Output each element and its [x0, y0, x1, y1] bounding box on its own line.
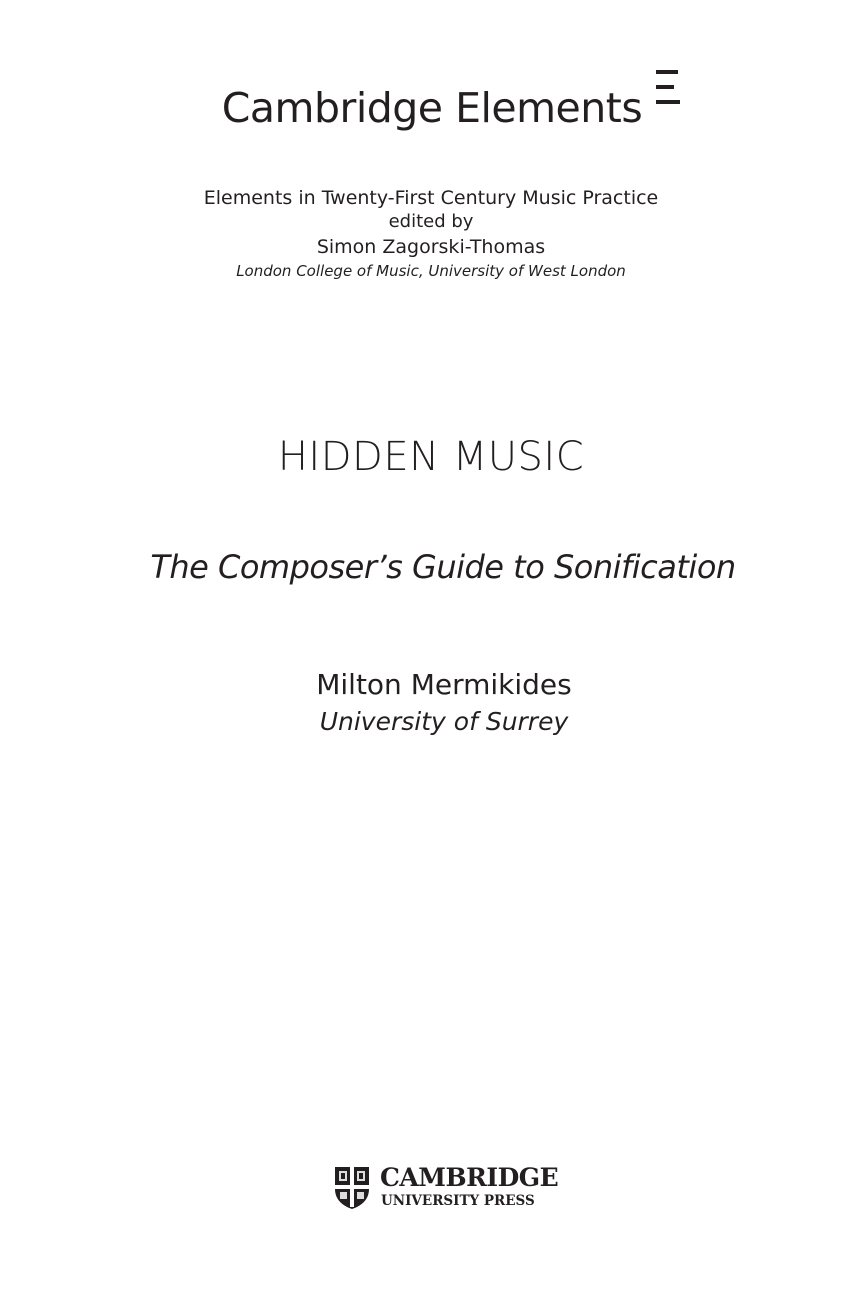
- brand-title: Cambridge Elements: [221, 84, 643, 132]
- edited-by-label: edited by: [388, 211, 474, 232]
- series-info: [0, 186, 862, 281]
- book-subtitle: The Composer’s Guide to Sonification: [150, 548, 736, 586]
- brand-lockup: [222, 84, 680, 132]
- book-title: HIDDEN MUSIC: [277, 434, 585, 480]
- elements-mark-icon: [656, 70, 680, 106]
- series-editor-affiliation: London College of Music, University of West London: [236, 262, 626, 280]
- publisher-subname: UNIVERSITY PRESS: [381, 1193, 535, 1209]
- author-affiliation: University of Surrey: [319, 707, 569, 736]
- author-name: Milton Mermikides: [316, 668, 572, 701]
- series-name: Elements in Twenty-First Century Music Practice: [203, 187, 659, 209]
- publisher-logo: [333, 1163, 563, 1213]
- publisher-name: CAMBRIDGE: [380, 1163, 559, 1192]
- university-shield-icon: [333, 1165, 371, 1210]
- series-editor: Simon Zagorski-Thomas: [316, 236, 546, 258]
- series-brand: [0, 84, 862, 132]
